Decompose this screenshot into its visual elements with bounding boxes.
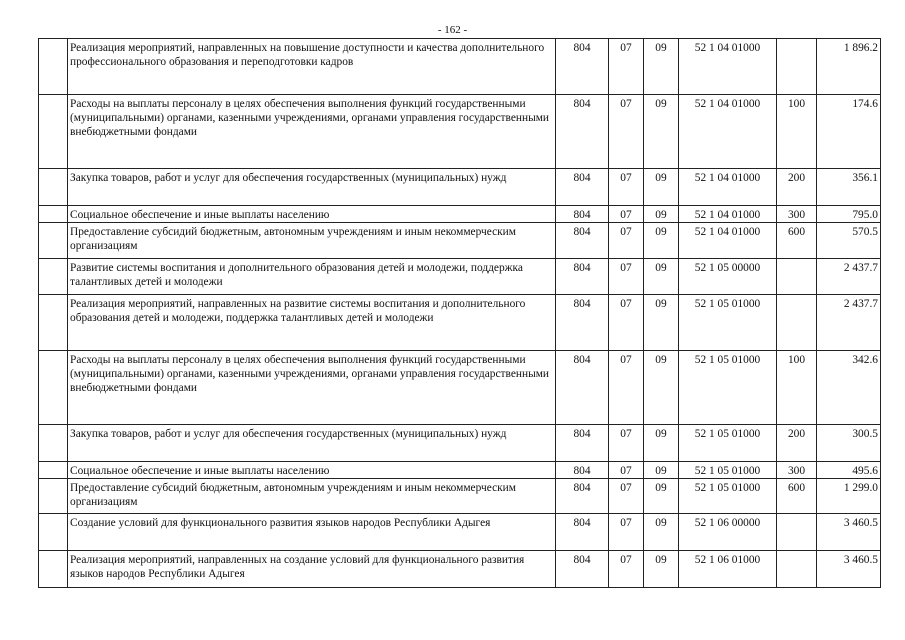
item-name: Социальное обеспечение и иные выплаты населению (68, 206, 556, 223)
row-index-cell (39, 514, 68, 551)
item-name: Создание условий для функционального развития языков народов Республики Адыгея (68, 514, 556, 551)
subsection-code: 09 (644, 95, 679, 169)
item-name: Реализация мероприятий, направленных на повышение доступности и качества дополнительного профессионального образования и переподготовки кадров (68, 39, 556, 95)
amount-value: 2 437.7 (817, 295, 881, 351)
ministry-code: 804 (556, 259, 609, 295)
section-code: 07 (609, 295, 644, 351)
amount-value: 1 299.0 (817, 479, 881, 514)
section-code: 07 (609, 551, 644, 588)
table-row (39, 551, 881, 588)
target-article-code: 52 1 05 01000 (679, 295, 777, 351)
ministry-code: 804 (556, 551, 609, 588)
table-row (39, 479, 881, 514)
section-code: 07 (609, 169, 644, 206)
row-index-cell (39, 95, 68, 169)
section-code: 07 (609, 95, 644, 169)
subsection-code: 09 (644, 39, 679, 95)
table-row (39, 169, 881, 206)
section-code: 07 (609, 514, 644, 551)
ministry-code: 804 (556, 206, 609, 223)
subsection-code: 09 (644, 462, 679, 479)
subsection-code: 09 (644, 259, 679, 295)
item-name: Предоставление субсидий бюджетным, автономным учреждениям и иным некоммерческим организациям (68, 479, 556, 514)
table-row (39, 206, 881, 223)
section-code: 07 (609, 223, 644, 259)
expense-type-code: 600 (777, 479, 817, 514)
section-code: 07 (609, 479, 644, 514)
amount-value: 3 460.5 (817, 514, 881, 551)
expense-type-code (777, 39, 817, 95)
ministry-code: 804 (556, 425, 609, 462)
expense-type-code (777, 295, 817, 351)
row-index-cell (39, 206, 68, 223)
section-code: 07 (609, 462, 644, 479)
row-index-cell (39, 479, 68, 514)
expense-type-code (777, 514, 817, 551)
ministry-code: 804 (556, 39, 609, 95)
item-name: Предоставление субсидий бюджетным, автономным учреждениям и иным некоммерческим организациям (68, 223, 556, 259)
table-row (39, 259, 881, 295)
subsection-code: 09 (644, 223, 679, 259)
ministry-code: 804 (556, 169, 609, 206)
amount-value: 795.0 (817, 206, 881, 223)
row-index-cell (39, 169, 68, 206)
table-row (39, 514, 881, 551)
target-article-code: 52 1 06 01000 (679, 551, 777, 588)
target-article-code: 52 1 05 01000 (679, 479, 777, 514)
row-index-cell (39, 551, 68, 588)
target-article-code: 52 1 06 00000 (679, 514, 777, 551)
row-index-cell (39, 351, 68, 425)
amount-value: 3 460.5 (817, 551, 881, 588)
subsection-code: 09 (644, 351, 679, 425)
subsection-code: 09 (644, 206, 679, 223)
target-article-code: 52 1 04 01000 (679, 95, 777, 169)
target-article-code: 52 1 05 01000 (679, 425, 777, 462)
ministry-code: 804 (556, 223, 609, 259)
expense-type-code: 200 (777, 425, 817, 462)
subsection-code: 09 (644, 169, 679, 206)
section-code: 07 (609, 39, 644, 95)
amount-value: 2 437.7 (817, 259, 881, 295)
expense-type-code: 300 (777, 462, 817, 479)
section-code: 07 (609, 206, 644, 223)
expense-type-code: 100 (777, 95, 817, 169)
subsection-code: 09 (644, 514, 679, 551)
row-index-cell (39, 223, 68, 259)
page-number: - 162 - (437, 24, 468, 36)
amount-value: 495.6 (817, 462, 881, 479)
budget-table (38, 38, 881, 588)
amount-value: 1 896.2 (817, 39, 881, 95)
item-name: Расходы на выплаты персоналу в целях обеспечения выполнения функций государственными (муниципальными) органами, казенными учреждениями, органами управления государственными внебюджетными фондами (68, 351, 556, 425)
row-index-cell (39, 259, 68, 295)
ministry-code: 804 (556, 479, 609, 514)
target-article-code: 52 1 04 01000 (679, 169, 777, 206)
subsection-code: 09 (644, 425, 679, 462)
ministry-code: 804 (556, 95, 609, 169)
table-row (39, 295, 881, 351)
item-name: Расходы на выплаты персоналу в целях обеспечения выполнения функций государственными (муниципальными) органами, казенными учреждениями, органами управления государственными внебюджетными фондами (68, 95, 556, 169)
subsection-code: 09 (644, 551, 679, 588)
row-index-cell (39, 425, 68, 462)
item-name: Развитие системы воспитания и дополнительного образования детей и молодежи, поддержка талантливых детей и молодежи (68, 259, 556, 295)
table-row (39, 351, 881, 425)
amount-value: 570.5 (817, 223, 881, 259)
target-article-code: 52 1 04 01000 (679, 206, 777, 223)
subsection-code: 09 (644, 295, 679, 351)
row-index-cell (39, 39, 68, 95)
table-row (39, 223, 881, 259)
expense-type-code (777, 551, 817, 588)
item-name: Закупка товаров, работ и услуг для обеспечения государственных (муниципальных) нужд (68, 425, 556, 462)
table-row (39, 39, 881, 95)
item-name: Реализация мероприятий, направленных на развитие системы воспитания и дополнительного образования детей и молодежи, поддержка талантливых детей и молодежи (68, 295, 556, 351)
row-index-cell (39, 295, 68, 351)
item-name: Закупка товаров, работ и услуг для обеспечения государственных (муниципальных) нужд (68, 169, 556, 206)
table-row (39, 425, 881, 462)
amount-value: 300.5 (817, 425, 881, 462)
table-row (39, 95, 881, 169)
expense-type-code: 100 (777, 351, 817, 425)
table-row (39, 462, 881, 479)
section-code: 07 (609, 259, 644, 295)
expense-type-code: 300 (777, 206, 817, 223)
target-article-code: 52 1 05 01000 (679, 351, 777, 425)
section-code: 07 (609, 351, 644, 425)
subsection-code: 09 (644, 479, 679, 514)
amount-value: 174.6 (817, 95, 881, 169)
target-article-code: 52 1 04 01000 (679, 223, 777, 259)
target-article-code: 52 1 05 01000 (679, 462, 777, 479)
expense-type-code: 200 (777, 169, 817, 206)
expense-type-code: 600 (777, 223, 817, 259)
amount-value: 356.1 (817, 169, 881, 206)
target-article-code: 52 1 05 00000 (679, 259, 777, 295)
row-index-cell (39, 462, 68, 479)
ministry-code: 804 (556, 514, 609, 551)
ministry-code: 804 (556, 462, 609, 479)
section-code: 07 (609, 425, 644, 462)
item-name: Реализация мероприятий, направленных на создание условий для функционального развития языков народов Республики Адыгея (68, 551, 556, 588)
ministry-code: 804 (556, 351, 609, 425)
item-name: Социальное обеспечение и иные выплаты населению (68, 462, 556, 479)
ministry-code: 804 (556, 295, 609, 351)
amount-value: 342.6 (817, 351, 881, 425)
expense-type-code (777, 259, 817, 295)
target-article-code: 52 1 04 01000 (679, 39, 777, 95)
